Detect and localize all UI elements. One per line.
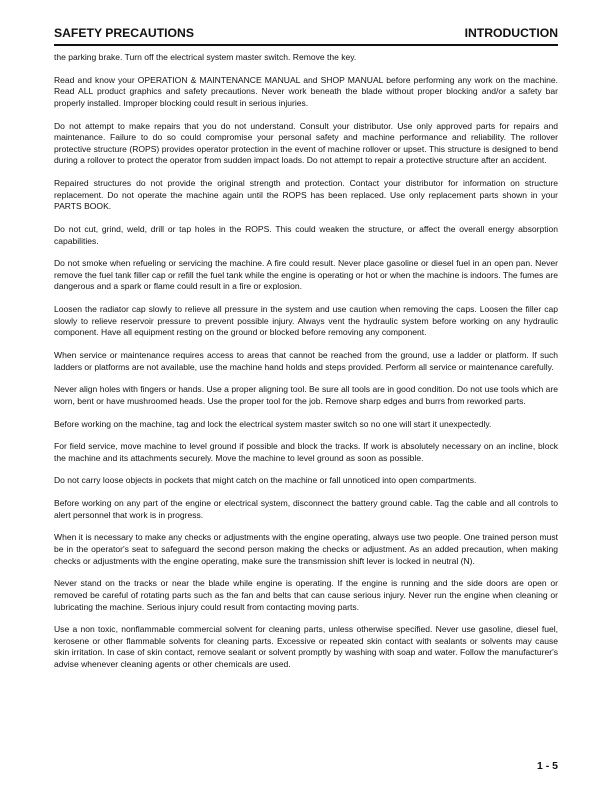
- page-body: [54, 52, 558, 682]
- paragraph: the parking brake. Turn off the electrical system master switch. Remove the key.: [54, 52, 357, 62]
- page-number: 1 - 5: [536, 760, 558, 772]
- paragraph: Before working on the machine, tag and lock the electrical system master switch so no one will start it unexpectedly.: [54, 418, 492, 429]
- page-header: [54, 26, 558, 46]
- paragraph: Repaired structures do not provide the original strength and protection. Contact your distributor for information on structure replacement. Do not operate the machine again until the ROPS has been replaced. Use only replacement parts shown in your PARTS BOOK.: [54, 178, 558, 212]
- paragraph: For field service, move machine to level ground if possible and block the tracks. If work is absolutely necessary on an incline, block the machine and its attachments securely. Move the machine to level ground as soon as possible.: [54, 441, 558, 463]
- paragraph: Before working on any part of the engine or electrical system, disconnect the battery ground cable. Tag the cable and all controls to alert personnel that work is in progress.: [54, 498, 558, 520]
- paragraph: Read and know your OPERATION & MAINTENANCE MANUAL and SHOP MANUAL before performing any work on the machine. Read ALL product graphics and safety precautions. Never work beneath the blade without proper blocking and/or a safety bar properly installed. Improper blocking could result in serious injuries.: [54, 74, 558, 108]
- paragraph: Use a non toxic, nonflammable commercial solvent for cleaning parts, unless otherwise specified. Never use gasoline, diesel fuel, kerosene or other flammable solvents for cleaning parts. Excessive or repeated skin contact with sealants or solvents may cause skin irritation. In case of skin contact, remove sealant or solvent promptly by washing with soap and water. Follow the manufacturer's advise whenever cleaning agents or other chemicals are used.: [54, 624, 558, 669]
- paragraph: When it is necessary to make any checks or adjustments with the engine operating, always use two people. One trained person must be in the operator's seat to safeguard the second person making the checks or adjustment. As an added precaution, when making checks or adjustments with the engine operating, make sure the transmission shift lever is locked in neutral (N).: [54, 532, 558, 566]
- paragraph: Never align holes with fingers or hands. Use a proper aligning tool. Be sure all tools are in good condition. Do not use tools which are worn, bent or have mushroomed heads. Use the proper tool for the job. Remove sharp edges and burrs from reworked parts.: [54, 384, 558, 406]
- paragraph: Do not smoke when refueling or servicing the machine. A fire could result. Never place gasoline or diesel fuel in an open pan. Never remove the fuel tank filler cap or refill the fuel tank while the engine is operating or hot or when the machine is indoors. The fumes are dangerous and a spark or flame could result in a fire or explosion.: [54, 258, 558, 292]
- paragraph: Do not carry loose objects in pockets that might catch on the machine or fall unnoticed into open compartments.: [54, 475, 477, 486]
- section-title: SAFETY PRECAUTIONS: [54, 26, 194, 40]
- chapter-title: INTRODUCTION: [464, 26, 558, 40]
- paragraph: When service or maintenance requires access to areas that cannot be reached from the ground, use a ladder or platform. If such ladders or platforms are not available, use the machine hand holds and steps provided. Perform all service or maintenance carefully.: [54, 349, 558, 372]
- paragraph: Never stand on the tracks or near the blade while engine is operating. If the engine is running and the side doors are open or removed be careful of rotating parts such as the fan and belts that can cause serious injury. Never run the engine when cleaning or lubricating the machine. Serious injury could result from contacting moving parts.: [54, 578, 558, 612]
- paragraph: Loosen the radiator cap slowly to relieve all pressure in the system and use caution when removing the caps. Loosen the filler cap slowly to relieve reservoir pressure to prevent possible injury. Always vent the hydraulic system before working on any hydraulic component. Have all equipment resting on the ground or blocked before removing any component.: [54, 304, 558, 338]
- paragraph: Do not attempt to make repairs that you do not understand. Consult your distributor. Use only approved parts for repairs and maintenance. Failure to do so could compromise your personal safety and machine performance and reliability. The rollover protective structure (ROPS) provides operator protection in the event of machine rollover or upset. This structure is designed to bend during a rollover to protect the operator from sudden impact loads. Do not attempt to repair a protective structure after an accident.: [54, 120, 558, 166]
- paragraph: Do not cut, grind, weld, drill or tap holes in the ROPS. This could weaken the structure, or affect the overall energy absorption capabilities.: [54, 223, 558, 246]
